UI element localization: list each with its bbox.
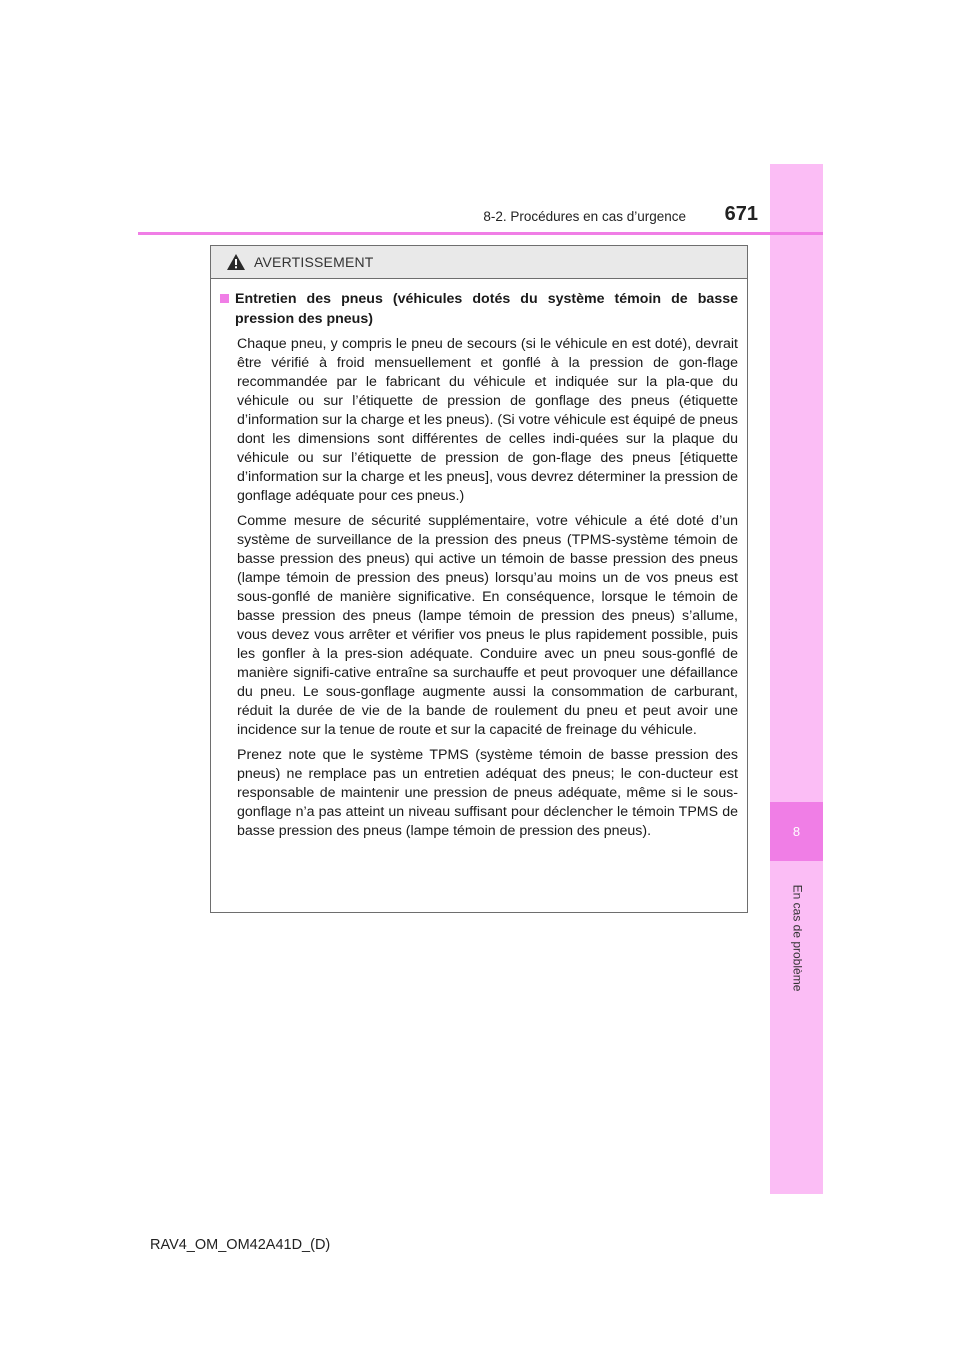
warning-title: AVERTISSEMENT <box>254 254 374 270</box>
item-title <box>220 289 738 329</box>
warning-header <box>211 246 747 279</box>
header-divider <box>138 232 823 235</box>
warning-triangle-icon <box>226 253 246 271</box>
chapter-number: 8 <box>770 802 823 861</box>
paragraph-tpms-system: Comme mesure de sécurité supplémentaire, votre véhicule a été doté d’un système de surveillance de la pression des pneus (TPMS-système témoin de basse pression des pneus) qui active un témoin de basse pression des pneus (lampe témoin de pression des pneus) lorsqu’au moins un de vos pneus est sous-gonflé de manière significative. En conséquence, lorsque le témoin de basse pression des pneus (lampe témoin de pression des pneus) s’allume, vous devez vous arrêter et vérifier vos pneus le plus rapidement possible, puis les gonfler à la pres-sion adéquate. Conduire avec un pneu sous-gonflé de manière signifi-cative entraîne sa surchauffe et peut provoquer une défaillance du pneu. Le sous-gonflage augmente aussi la consommation de carburant, réduit la durée de vie de la bande de roulement du pneu et peut avoir une incidence sur la tenue de route et sur la capacité de freinage du véhicule. <box>237 513 738 738</box>
page-number: 671 <box>724 203 758 225</box>
paragraph-monthly-check: Chaque pneu, y compris le pneu de secours (si le véhicule en est doté), devrait être vérifié à froid mensuellement et gonflé à la pression de gon-flage recommandée par le fabricant du véhicule et indiquée sur la pla-que du véhicule ou sur l’étiquette de pression de gonflage des pneus (étiquette d’information sur la charge et les pneus). (Si votre véhicule est équipé de pneus dont les dimensions sont différentes de celles indi-quées sur la plaque du véhicule ou sur l’étiquette de pression de gon-flage des pneus [étiquette d’information sur la charge et les pneus], vous devrez déterminer la pression de gonflage adéquate pour ces pneus.) <box>237 336 738 504</box>
warning-box <box>210 245 748 913</box>
square-bullet-icon <box>220 294 229 303</box>
item-title-text: Entretien des pneus (véhicules dotés du système témoin de basse pression des pneus) <box>235 291 738 327</box>
warning-body <box>211 279 747 841</box>
section-title: 8-2. Procédures en cas d’urgence <box>483 209 686 224</box>
chapter-label-wrapper <box>784 868 810 1008</box>
chapter-side-tab <box>770 164 823 1194</box>
chapter-label: En cas de problème <box>790 884 805 992</box>
document-code: RAV4_OM_OM42A41D_(D) <box>150 1237 331 1253</box>
paragraph-driver-responsibility: Prenez note que le système TPMS (système témoin de basse pression des pneus) ne remplace pas un entretien adéquat des pneus; le con-ducteur est responsable de maintenir une pression de pneus adéquate, même si le sous-gonflage n’a pas atteint un niveau suffisant pour déclencher le témoin TPMS de basse pression des pneus (lampe témoin de pression des pneus). <box>237 747 738 839</box>
